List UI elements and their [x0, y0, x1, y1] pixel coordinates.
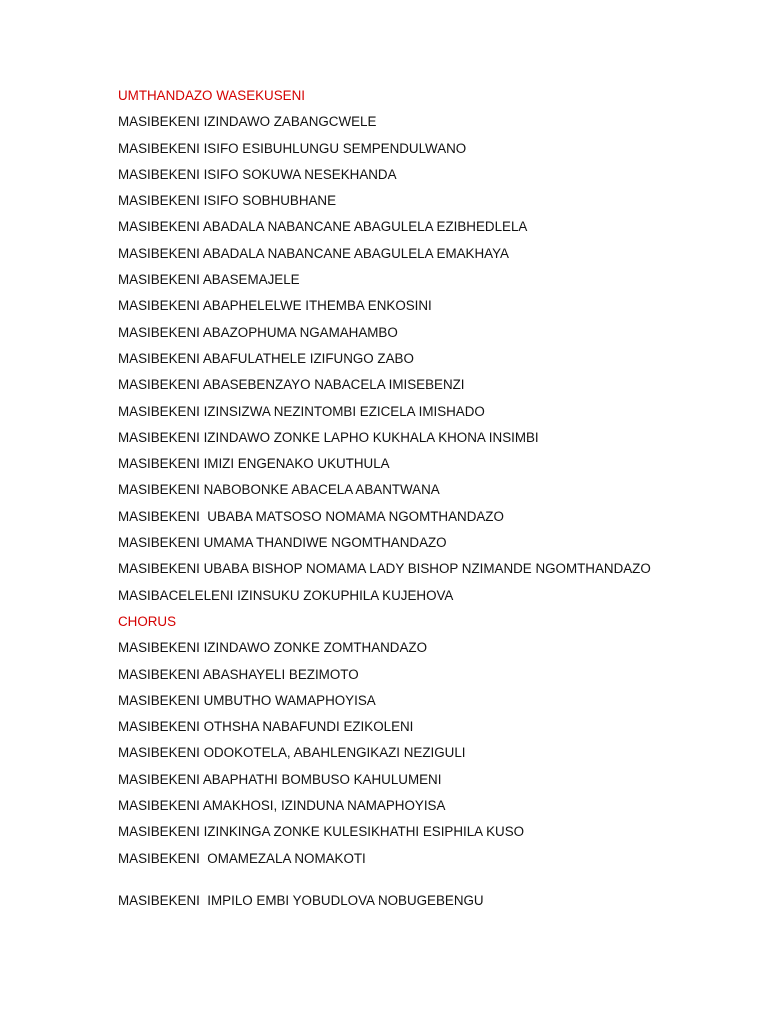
prayer-line: MASIBEKENI ABAPHELELWE ITHEMBA ENKOSINI: [118, 298, 432, 314]
prayer-line: MASIBEKENI IZINDAWO ZABANGCWELE: [118, 114, 377, 130]
chorus-heading: CHORUS: [118, 613, 177, 629]
prayer-line: MASIBEKENI OTHSHA NABAFUNDI EZIKOLENI: [118, 719, 414, 735]
prayer-line: MASIBEKENI IZINSIZWA NEZINTOMBI EZICELA IMISHADO: [118, 403, 485, 419]
prayer-line: MASIBEKENI UBABA BISHOP NOMAMA LADY BISHOP NZIMANDE NGOMTHANDAZO: [118, 561, 651, 577]
prayer-line: MASIBEKENI IZINKINGA ZONKE KULESIKHATHI ESIPHILA KUSO: [118, 824, 525, 840]
prayer-line: MASIBEKENI UMBUTHO WAMAPHOYISA: [118, 692, 376, 708]
prayer-line: MASIBEKENI ODOKOTELA, ABAHLENGIKAZI NEZIGULI: [118, 745, 466, 761]
prayer-section-1: [118, 114, 738, 603]
prayer-section-2: [118, 640, 738, 866]
prayer-line: MASIBEKENI UBABA MATSOSO NOMAMA NGOMTHANDAZO: [118, 508, 504, 524]
prayer-line: MASIBEKENI AMAKHOSI, IZINDUNA NAMAPHOYISA: [118, 798, 446, 814]
prayer-line: MASIBEKENI ABASHAYELI BEZIMOTO: [118, 666, 359, 682]
prayer-line: MASIBEKENI UMAMA THANDIWE NGOMTHANDAZO: [118, 535, 447, 551]
prayer-line: MASIBEKENI ABADALA NABANCANE ABAGULELA EMAKHAYA: [118, 245, 509, 261]
prayer-line: MASIBEKENI ISIFO SOBHUBHANE: [118, 193, 337, 209]
prayer-line: MASIBEKENI ISIFO SOKUWA NESEKHANDA: [118, 166, 397, 182]
prayer-line: MASIBEKENI ABAZOPHUMA NGAMAHAMBO: [118, 324, 398, 340]
prayer-line: MASIBEKENI OMAMEZALA NOMAKOTI: [118, 850, 366, 866]
document-title: UMTHANDAZO WASEKUSENI: [118, 88, 305, 103]
prayer-line: MASIBEKENI ABADALA NABANCANE ABAGULELA EZIBHEDLELA: [118, 219, 528, 235]
prayer-line: MASIBEKENI IMIZI ENGENAKO UKUTHULA: [118, 456, 390, 472]
prayer-line: MASIBEKENI ABASEBENZAYO NABACELA IMISEBENZI: [118, 377, 465, 393]
prayer-line: MASIBEKENI IZINDAWO ZONKE ZOMTHANDAZO: [118, 640, 427, 656]
prayer-document: [118, 88, 738, 909]
final-prayer-line: MASIBEKENI IMPILO EMBI YOBUDLOVA NOBUGEBENGU: [118, 892, 484, 908]
prayer-line: MASIBEKENI ISIFO ESIBUHLUNGU SEMPENDULWANO: [118, 140, 467, 156]
prayer-line: MASIBEKENI ABAFULATHELE IZIFUNGO ZABO: [118, 350, 414, 366]
prayer-line: MASIBACELELENI IZINSUKU ZOKUPHILA KUJEHOVA: [118, 587, 454, 603]
prayer-line: MASIBEKENI ABAPHATHI BOMBUSO KAHULUMENI: [118, 771, 442, 787]
prayer-line: MASIBEKENI IZINDAWO ZONKE LAPHO KUKHALA KHONA INSIMBI: [118, 429, 539, 445]
prayer-line: MASIBEKENI NABOBONKE ABACELA ABANTWANA: [118, 482, 440, 498]
prayer-line: MASIBEKENI ABASEMAJELE: [118, 272, 300, 288]
